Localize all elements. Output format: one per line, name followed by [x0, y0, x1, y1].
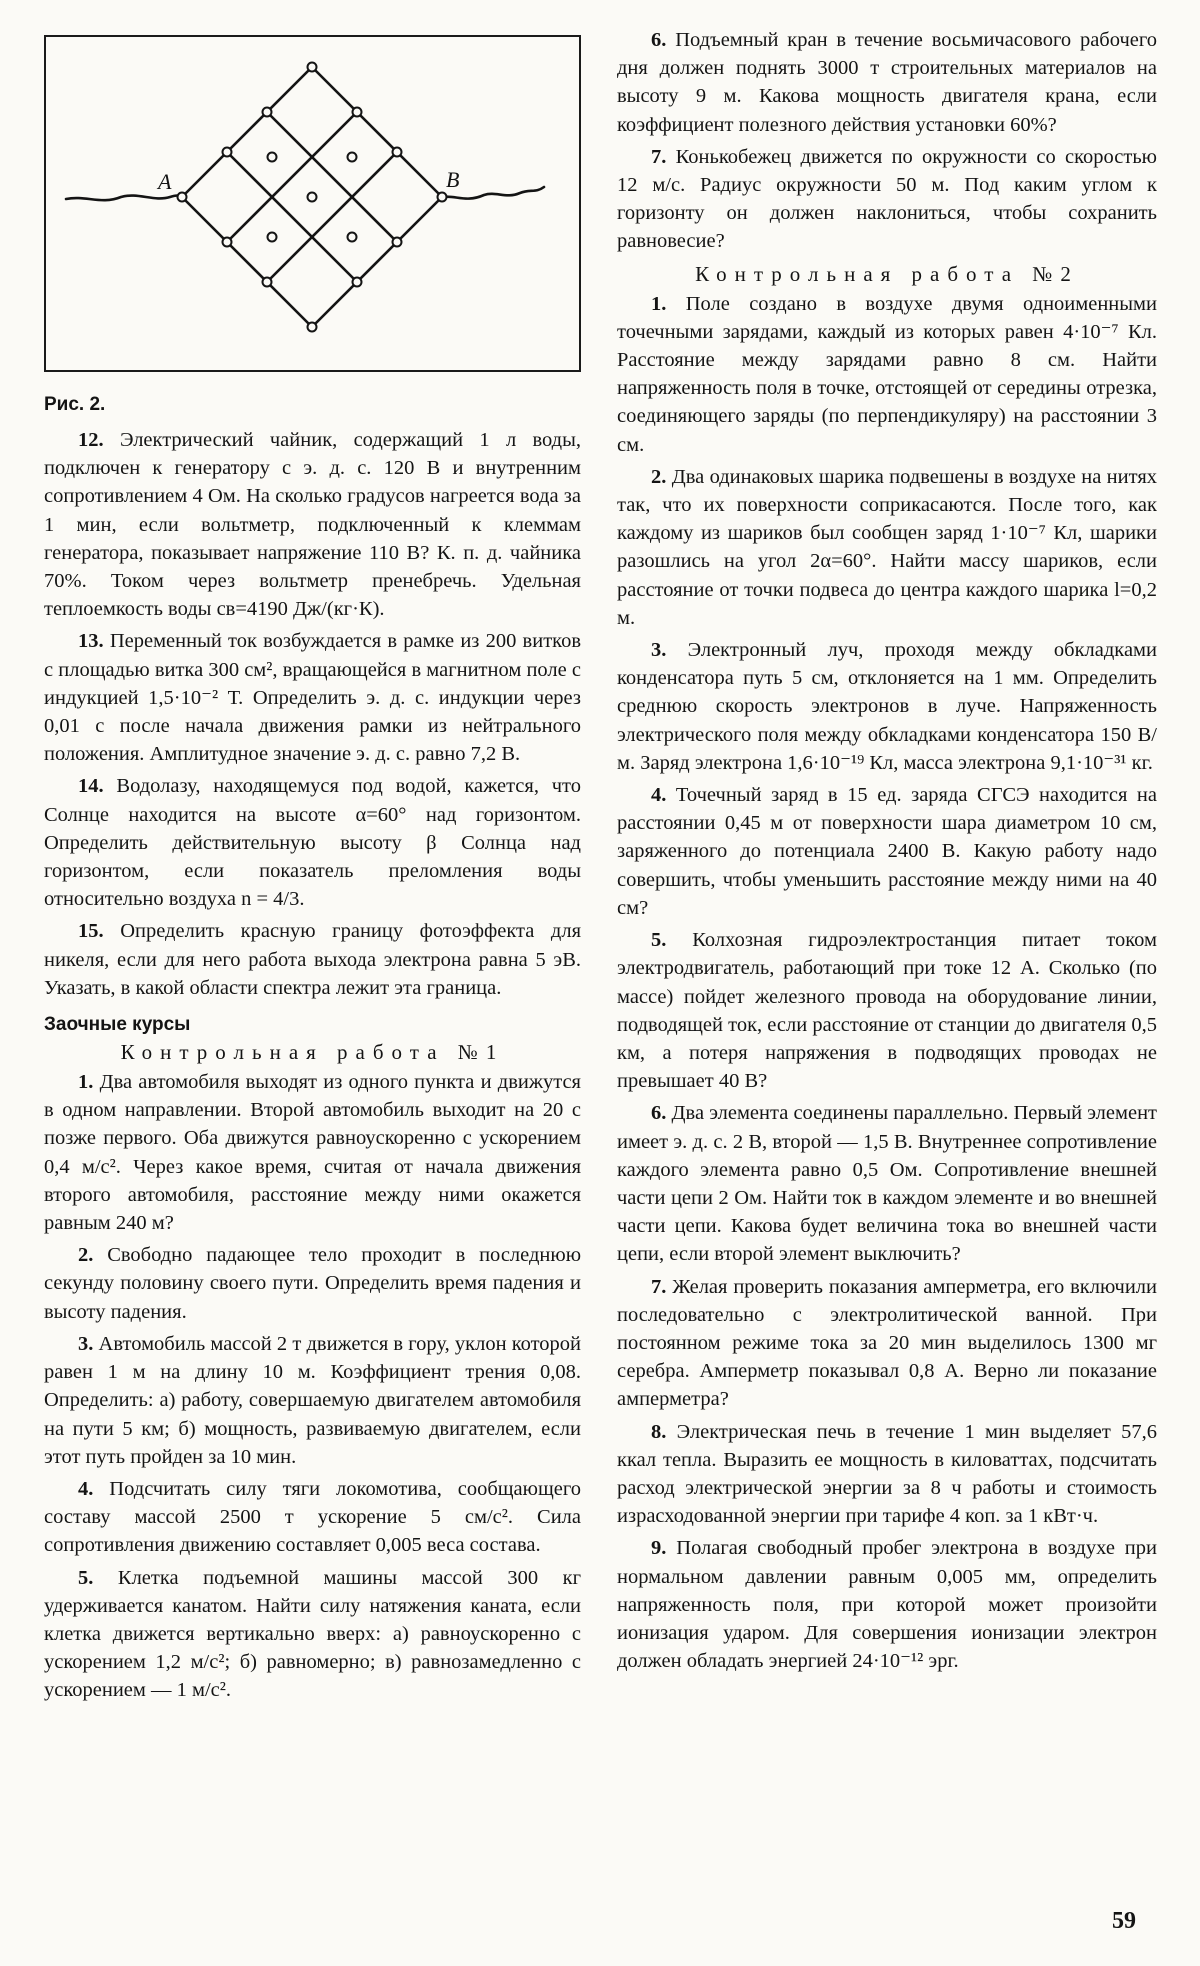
problem-paragraph: [617, 26, 1157, 139]
problem-text: Свободно падающее тело проходит в последнюю секунду половину своего пути. Определить время падения и высоту падения.: [44, 1244, 582, 1323]
problem-paragraph: [44, 426, 581, 623]
problem-paragraph: [617, 1534, 1157, 1675]
problem-text: Точечный заряд в 15 ед. заряда СГСЭ находится на расстоянии 0,45 м от поверхности шара диаметром 10 см, заряженного до потенциала 2400 В. Какую работу надо совершить, чтобы уменьшить расстояние между ними на 40 см?: [617, 784, 1158, 919]
problem-number: 7.: [651, 145, 667, 168]
problem-text: Два автомобиля выходят из одного пункта и движутся в одном направлении. Второй автомобиль выходит на 20 с позже первого. Оба движутся равноускоренно с ускорением 0,4 м/с². Через какое время, считая от начала движения второго автомобиля, расстояние между ними окажется равным 240 м?: [44, 1071, 581, 1235]
problem-text: Определить красную границу фотоэффекта для никеля, если для него работа выхода электрона равна 5 эВ. Указать, в какой области спектра лежит эта граница.: [44, 920, 582, 999]
problem-paragraph: [44, 1475, 581, 1560]
problem-number: 5.: [651, 929, 667, 952]
problem-number: 12.: [78, 429, 104, 451]
problem-paragraph: [617, 926, 1157, 1095]
problem-number: 14.: [78, 775, 104, 798]
problem-paragraph: [617, 1418, 1157, 1531]
work-title-2: Контрольная работа №2: [695, 261, 1079, 286]
problem-number: 3.: [651, 639, 667, 662]
problem-paragraph: [44, 1068, 581, 1237]
problem-number: 15.: [78, 920, 104, 943]
problem-paragraph: [44, 1330, 581, 1471]
problem-paragraph: [617, 290, 1157, 459]
problem-paragraph: [44, 1241, 581, 1326]
problem-number: 5.: [78, 1566, 94, 1589]
section-heading: Заочные курсы: [44, 1014, 191, 1036]
problem-text: Поле создано в воздухе двумя одноименными точечными зарядами, каждый из которых равен 4·10⁻⁷ Кл. Расстояние между зарядами равно 8 см. Найти напряженность поля в точке, отстоящей от середины отрезка, соединяющего заряды (по перпендикуляру) на расстоянии 3 см.: [617, 292, 1157, 456]
problem-paragraph: [617, 781, 1157, 922]
problem-paragraph: [617, 143, 1157, 256]
problem-number: 3.: [78, 1332, 94, 1355]
right-problems-after: [617, 290, 1157, 1676]
right-column: [617, 26, 1157, 1679]
problem-text: Автомобиль массой 2 т движется в гору, уклон которой равен 1 м на длину 10 м. Коэффициент трения 0,08. Определить: а) работу, совершаемую двигателем автомобиля на пути 5 км; б) мощность, развиваемую двигателем, если этот путь пройден за 10 мин.: [44, 1332, 582, 1468]
left-problems-after: [44, 1068, 581, 1704]
problem-text: Колхозная гидроэлектростанция питает током электродвигатель, работающий при токе 12 А. Сколько (по массе) пойдет железного провода на оборудование линии, подводящей ток, если расстояние от станции до двигателя 0,5 км, а потеря напряжения в подводящих проводах не превышает 40 В?: [617, 929, 1157, 1093]
problem-paragraph: [617, 1273, 1157, 1414]
problem-text: Два одинаковых шарика подвешены в воздухе на нитях так, что их поверхности соприкасаются. После того, как каждому из шариков был сообщен заряд 1·10⁻⁷ Кл, шарики разошлись на угол 2α=60°. Найти массу шариков, если расстояние от точки подвеса до центра каждого шарика l=0,2 м.: [617, 465, 1157, 629]
problem-text: Подъемный кран в течение восьмичасового рабочего дня должен поднять 3000 т строительных материалов на высоту 9 м. Какова мощность двигателя крана, если коэффициент полезного действия установки 60%?: [617, 29, 1157, 136]
problem-paragraph: [617, 636, 1157, 777]
wire-left: [66, 196, 182, 201]
problem-text: Электрический чайник, содержащий 1 л воды, подключен к генератору с э. д. с. 120 В и внутренним сопротивлением 4 Ом. На сколько градусов нагреется вода за 1 мин, если вольтметр, подключенный к клеммам генератора, показывает напряжение 110 В? К. п. д. чайника 70%. Током через вольтметр пренебречь. Удельная теплоемкость воды cв=4190 Дж/(кг·К).: [44, 429, 582, 621]
problem-paragraph: [617, 463, 1157, 632]
right-problems-before: [617, 26, 1157, 256]
problem-number: 9.: [651, 1537, 667, 1560]
resistor-lattice-diagram: [46, 37, 579, 370]
problem-text: Конькобежец движется по окружности со скоростью 12 м/с. Радиус окружности 50 м. Под каким углом к горизонту он должен наклониться, чтобы сохранить равновесие?: [617, 145, 1158, 253]
problem-paragraph: [44, 1564, 581, 1705]
label-b: B: [446, 167, 460, 192]
problem-number: 13.: [78, 630, 104, 653]
problem-number: 7.: [651, 1275, 667, 1298]
problem-number: 2.: [78, 1244, 94, 1267]
problem-text: Электронный луч, проходя между обкладками конденсатора путь 5 см, отклоняется на 1 мм. Определить среднюю скорость электронов в луче. Напряженность электрического поля между обкладками конденсатора 150 В/м. Заряд электрона 1,6·10⁻¹⁹ Кл, масса электрона 9,1·10⁻³¹ кг.: [617, 639, 1158, 774]
left-column: [44, 26, 581, 1709]
problem-paragraph: [44, 917, 581, 1002]
problem-number: 8.: [651, 1420, 667, 1443]
label-a: A: [158, 169, 172, 194]
problem-number: 1.: [651, 292, 667, 315]
problem-number: 4.: [78, 1477, 94, 1500]
problem-number: 6.: [651, 1102, 667, 1125]
problem-number: 6.: [651, 29, 667, 51]
problem-text: Водолазу, находящемуся под водой, кажется, что Солнце находится на высоте α=60° над горизонтом. Определить действительную высоту β Солнца над горизонтом, если показатель преломления воды относительно воздуха n = 4/3.: [44, 775, 581, 911]
work-title-1: Контрольная работа №1: [120, 1040, 505, 1065]
problem-text: Желая проверить показания амперметра, его включили последовательно с электролитической ванной. При постоянном режиме тока за 20 мин выделилось 1300 мг серебра. Амперметр показывал 0,8 А. Верно ли показание амперметра?: [617, 1275, 1157, 1411]
problem-text: Подсчитать силу тяги локомотива, сообщающего составу массой 2500 т ускорение 5 см/с². Сила сопротивления движению составляет 0,005 веса состава.: [44, 1477, 581, 1557]
problem-text: Два элемента соединены параллельно. Первый элемент имеет э. д. с. 2 В, второй — 1,5 В. Внутреннее сопротивление каждого элемента равно 0,5 Ом. Сопротивление внешней части цепи 2 Ом. Найти ток в каждом элементе и во внешней части цепи. Какова будет величина тока во внешней части цепи, если второй элемент выключить?: [617, 1102, 1157, 1266]
figure-caption: Рис. 2.: [44, 394, 106, 415]
circuit-figure: [44, 35, 581, 372]
problem-paragraph: [44, 627, 581, 768]
problem-number: 1.: [78, 1071, 94, 1094]
left-problems-before: [44, 426, 581, 1002]
problem-text: Электрическая печь в течение 1 мин выделяет 57,6 ккал тепла. Выразить ее мощность в киловаттах, подсчитать расход электрической энергии за 8 ч работы и стоимость израсходованной энергии при тарифе 4 коп. за 1 кВт·ч.: [617, 1420, 1157, 1528]
problem-text: Клетка подъемной машины массой 300 кг удерживается канатом. Найти силу натяжения каната, если клетка движется вертикально вверх: а) равноускоренно с ускорением 1,2 м/с²; б) равномерно; в) равнозамедленно с ускорением — 1 м/с².: [44, 1566, 581, 1702]
problem-paragraph: [44, 772, 581, 913]
problem-text: Полагая свободный пробег электрона в воздухе при нормальном давлении равным 0,005 мм, определить напряженность поля, при которой может произойти ионизация ударом. Для совершения ионизации электрон должен обладать энергией 24·10⁻¹² эрг.: [617, 1537, 1157, 1673]
problem-number: 4.: [651, 784, 667, 807]
page-number: 59: [1112, 1908, 1136, 1934]
problem-number: 2.: [651, 465, 667, 488]
problem-text: Переменный ток возбуждается в рамке из 200 витков с площадью витка 300 см², вращающейся в магнитном поле с индукцией 1,5·10⁻² Т. Определить э. д. с. индукции через 0,01 с после начала движения рамки из нейтрального положения. Амплитудное значение э. д. с. равно 7,2 В.: [44, 630, 581, 766]
problem-paragraph: [617, 1099, 1157, 1268]
